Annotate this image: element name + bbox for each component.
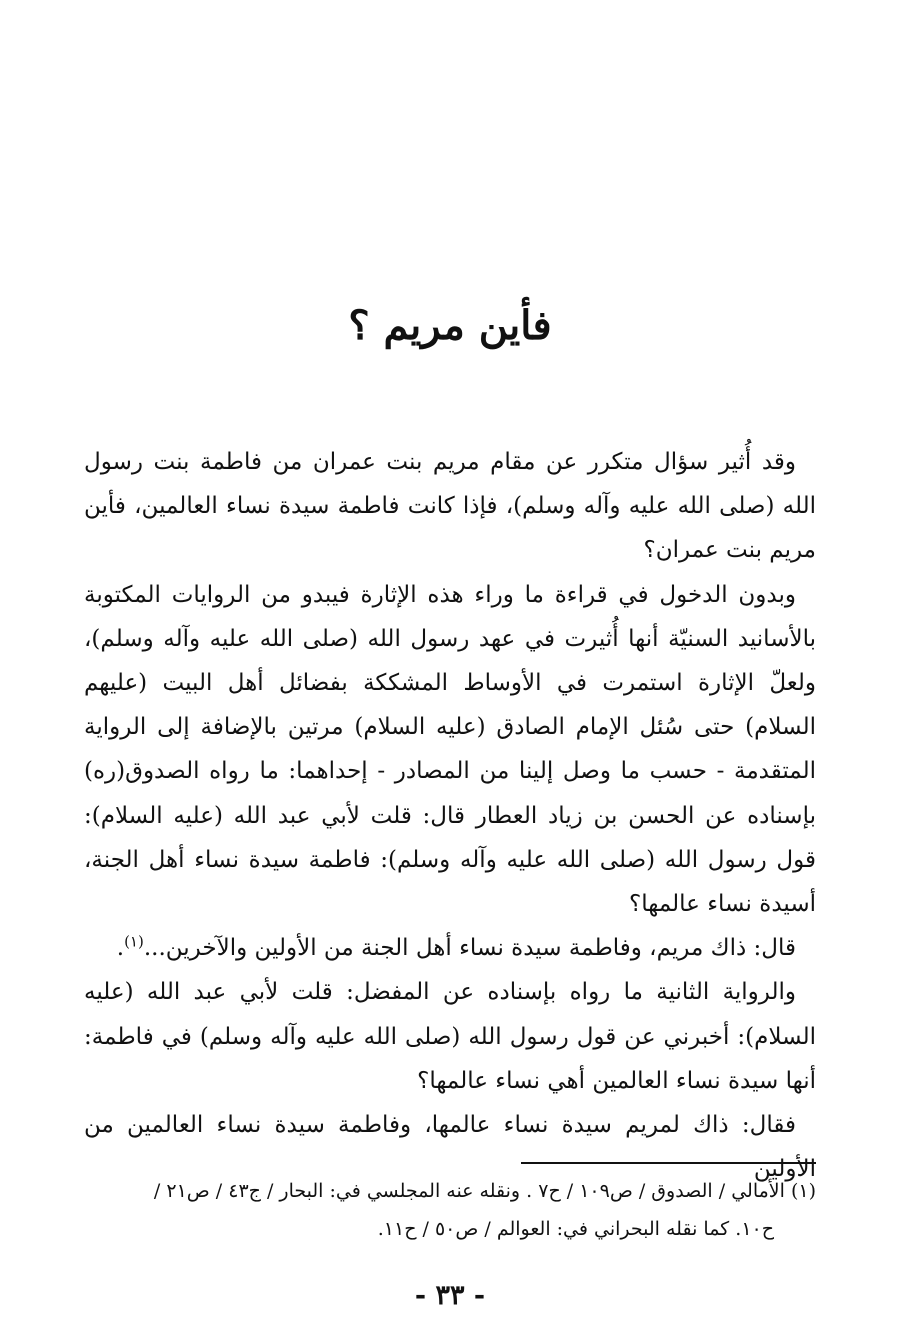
answer-quote-text: قال: ذاك مريم، وفاطمة سيدة نساء أهل الجنة من الأولين والآخرين... — [143, 935, 796, 962]
footnote-line-continued: ح١٠. كما نقله البحراني في: العوالم / ص٥٠ / ح١١. — [377, 1218, 774, 1240]
answer-quote-end: . — [116, 935, 125, 962]
paragraph-narration-first: وبدون الدخول في قراءة ما وراء هذه الإثارة فيبدو من الروايات المكتوبة بالأسانيد السنيّة أنها أُثيرت في عهد رسول الله (صلى الله عليه وآله وسلم)، ولعلّ الإثارة استمرت في الأوساط المشككة بفضائل أهل البيت (عليهم السلام) حتى سُئل الإمام الصادق (عليه السلام) مرتين بالإضافة إلى الرواية المتقدمة - حسب ما وصل إلينا من المصادر - إحداهما: ما رواه الصدوق(ره) بإسناده عن الحسن بن زياد العطار قال: قلت لأبي عبد الله (عليه السلام): قول رسول الله (صلى الله عليه وآله وسلم): فاطمة سيدة نساء أهل الجنة، أسيدة نساء عالمها؟ — [84, 581, 816, 918]
footnote-reference[interactable]: (١) — [124, 932, 144, 951]
page-number: - ٣٣ - — [414, 1280, 486, 1311]
footnotes — [84, 1172, 816, 1248]
footnote-divider — [521, 1162, 816, 1164]
paragraph-answer-quote — [84, 926, 816, 970]
footnote-line: (١) الأمالي / الصدوق / ص١٠٩ / ح٧ . ونقله عنه المجلسي في: البحار / ج٤٣ / ص٢١ / — [153, 1180, 816, 1202]
paragraph-question: وقد أُثير سؤال متكرر عن مقام مريم بنت عمران من فاطمة بنت رسول الله (صلى الله عليه وآله وسلم)، فإذا كانت فاطمة سيدة نساء العالمين، فأين مريم بنت عمران؟ — [84, 449, 816, 564]
paragraph-narration-second: والرواية الثانية ما رواه بإسناده عن المفضل: قلت لأبي عبد الله (عليه السلام): أخبرني عن قول رسول الله (صلى الله عليه وآله وسلم) في فاطمة: أنها سيدة نساء العالمين أهي نساء عالمها؟ — [84, 979, 816, 1094]
paragraph-answer-second: فقال: ذاك لمريم سيدة نساء عالمها، وفاطمة سيدة نساء العالمين من الأولين — [84, 1112, 816, 1183]
body-text — [84, 440, 816, 1191]
page-title: فأين مريم ؟ — [348, 302, 552, 349]
